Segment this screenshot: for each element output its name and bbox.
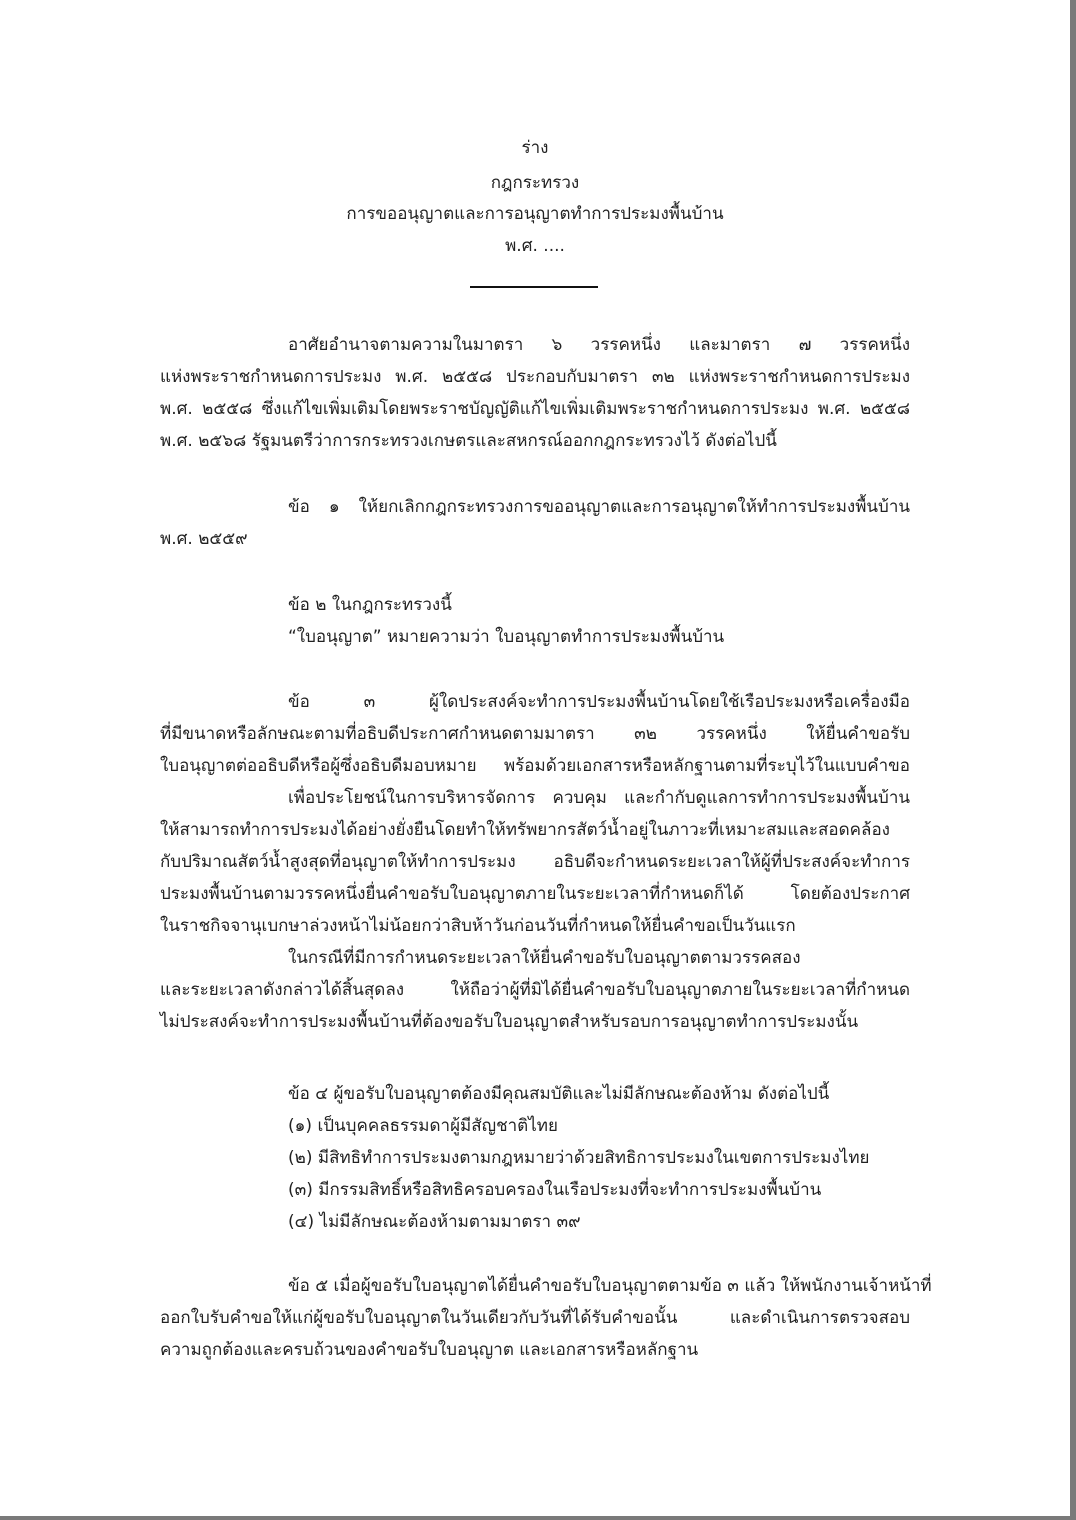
clause3-line: และระยะเวลาดังกล่าวได้สิ้นสุดลง ให้ถือว่าผู้ที่มิได้ยื่นคำขอรับใบอนุญาตภายในระยะเวลาที่กำหนด [160, 980, 910, 1000]
clause3-line: ในราชกิจจานุเบกษาล่วงหน้าไม่น้อยกว่าสิบห้าวันก่อนวันที่กำหนดให้ยื่นคำขอเป็นวันแรก [160, 916, 796, 936]
clause2-line: ข้อ ๒ ในกฎกระทรวงนี้ [288, 595, 452, 615]
clause3-line: เพื่อประโยชน์ในการบริหารจัดการ ควบคุม และกำกับดูแลการทำการประมงพื้นบ้าน [288, 788, 910, 808]
draft-label: ร่าง [521, 138, 549, 158]
preamble-line: พ.ศ. ๒๕๖๘ รัฐมนตรีว่าการกระทรวงเกษตรและสหกรณ์ออกกฎกระทรวงไว้ ดังต่อไปนี้ [160, 431, 777, 451]
document-type: กฎกระทรวง [490, 173, 580, 193]
clause3-line: กับปริมาณสัตว์น้ำสูงสุดที่อนุญาตให้ทำการประมง อธิบดีจะกำหนดระยะเวลาให้ผู้ที่ประสงค์จะทำการ [160, 852, 910, 872]
clause3-line: ข้อ ๓ ผู้ใดประสงค์จะทำการประมงพื้นบ้านโดยใช้เรือประมงหรือเครื่องมือ [288, 692, 910, 712]
document-year: พ.ศ. .... [505, 236, 565, 256]
clause2-line: “ใบอนุญาต” หมายความว่า ใบอนุญาตทำการประมงพื้นบ้าน [288, 627, 725, 647]
preamble-line: แห่งพระราชกำหนดการประมง พ.ศ. ๒๕๕๘ ประกอบกับมาตรา ๓๒ แห่งพระราชกำหนดการประมง [160, 367, 910, 387]
clause1-line: พ.ศ. ๒๕๕๙ [160, 529, 248, 549]
clause3-line: ในกรณีที่มีการกำหนดระยะเวลาให้ยื่นคำขอรับใบอนุญาตตามวรรคสอง [288, 948, 801, 968]
clause3-line: ประมงพื้นบ้านตามวรรคหนึ่งยื่นคำขอรับใบอนุญาตภายในระยะเวลาที่กำหนดก็ได้ โดยต้องประกาศ [160, 884, 910, 904]
clause5-line: ข้อ ๕ เมื่อผู้ขอรับใบอนุญาตได้ยื่นคำขอรับใบอนุญาตตามข้อ ๓ แล้ว ให้พนักงานเจ้าหน้าที่ [288, 1276, 932, 1296]
clause5-line: ออกใบรับคำขอให้แก่ผู้ขอรับใบอนุญาตในวันเดียวกับวันที่ได้รับคำขอนั้น และดำเนินการตรวจสอบ [160, 1308, 910, 1328]
clause4-line: ข้อ ๔ ผู้ขอรับใบอนุญาตต้องมีคุณสมบัติและไม่มีลักษณะต้องห้าม ดังต่อไปนี้ [288, 1084, 830, 1104]
clause1-line: ข้อ ๑ ให้ยกเลิกกฎกระทรวงการขออนุญาตและการอนุญาตให้ทำการประมงพื้นบ้าน [288, 497, 910, 517]
preamble-line: อาศัยอำนาจตามความในมาตรา ๖ วรรคหนึ่ง และมาตรา ๗ วรรคหนึ่ง [288, 335, 910, 355]
preamble-line: พ.ศ. ๒๕๕๘ ซึ่งแก้ไขเพิ่มเติมโดยพระราชบัญญัติแก้ไขเพิ่มเติมพระราชกำหนดการประมง พ.ศ. ๒๕๕๘ [160, 399, 910, 419]
clause4-line: (๔) ไม่มีลักษณะต้องห้ามตามมาตรา ๓๙ [288, 1212, 581, 1232]
clause4-line: (๒) มีสิทธิทำการประมงตามกฎหมายว่าด้วยสิทธิการประมงในเขตการประมงไทย [288, 1148, 870, 1168]
document-subject: การขออนุญาตและการอนุญาตทำการประมงพื้นบ้าน [346, 204, 724, 224]
clause5-line: ความถูกต้องและครบถ้วนของคำขอรับใบอนุญาต และเอกสารหรือหลักฐาน [160, 1340, 699, 1360]
clause3-line: ที่มีขนาดหรือลักษณะตามที่อธิบดีประกาศกำหนดตามมาตรา ๓๒ วรรคหนึ่ง ให้ยื่นคำขอรับ [160, 724, 910, 744]
clause3-line: ไม่ประสงค์จะทำการประมงพื้นบ้านที่ต้องขอรับใบอนุญาตสำหรับรอบการอนุญาตทำการประมงนั้น [160, 1012, 859, 1032]
clause4-line: (๓) มีกรรมสิทธิ์หรือสิทธิครอบครองในเรือประมงที่จะทำการประมงพื้นบ้าน [288, 1180, 822, 1200]
clause3-line: ใบอนุญาตต่ออธิบดีหรือผู้ซึ่งอธิบดีมอบหมาย พร้อมด้วยเอกสารหรือหลักฐานตามที่ระบุไว้ในแบบคำขอ [160, 756, 910, 776]
title-divider [470, 286, 598, 288]
clause4-line: (๑) เป็นบุคคลธรรมดาผู้มีสัญชาติไทย [288, 1116, 558, 1136]
clause3-line: ให้สามารถทำการประมงได้อย่างยั่งยืนโดยทำให้ทรัพยากรสัตว์น้ำอยู่ในภาวะที่เหมาะสมและสอดคล้อง [160, 820, 890, 840]
